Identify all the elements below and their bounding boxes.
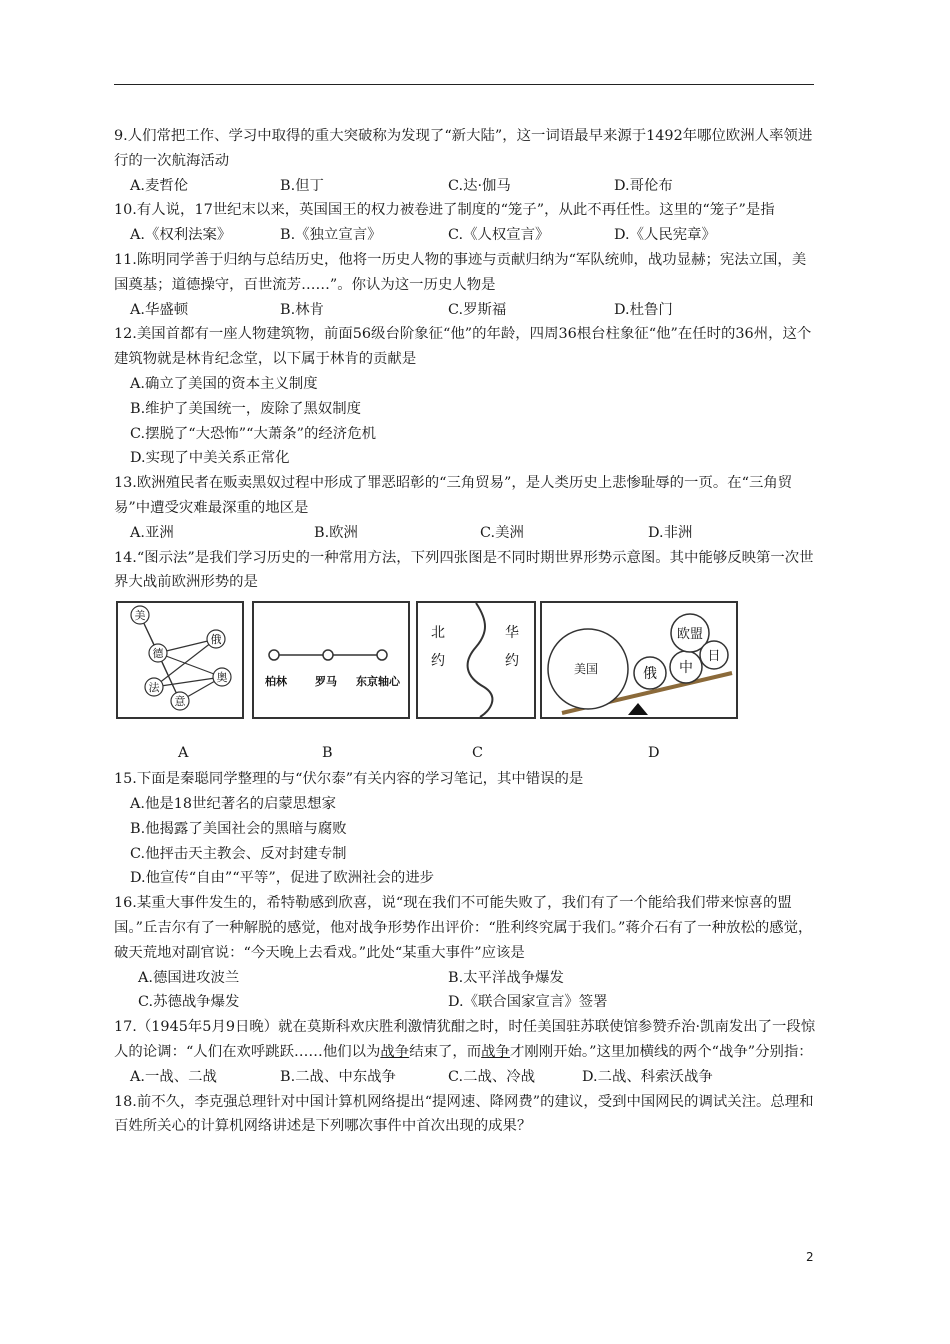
- question-stem: 14.“图示法”是我们学习历史的一种常用方法，下列四张图是不同时期世界形势示意图。其中能够反映第一次世界大战前欧洲形势的是: [114, 549, 814, 591]
- option-a[interactable]: A.麦哲伦: [130, 177, 189, 194]
- option-a[interactable]: A.他是18世纪著名的启蒙思想家: [130, 795, 336, 812]
- label-usa: 美国: [573, 662, 599, 677]
- option-c[interactable]: C.罗斯福: [448, 301, 507, 318]
- question-13: [114, 471, 818, 545]
- alliance-network-diagram: [118, 603, 242, 717]
- stem-part-3: 才刚刚开始。”这里加横线的两个“战争”分别指：: [509, 1043, 813, 1060]
- option-b[interactable]: B.但丁: [280, 177, 324, 194]
- question-stem: 16.某重大事件发生的，希特勒感到欣喜，说“现在我们不可能失败了，我们有了一个能给我们带来惊喜的盟国。”丘吉尔有了一种解脱的感觉，他对战争形势作出评价：“胜利终究属于我们。”蒋介石有了一种放松的感觉，破天荒地对副官说：“今天晚上去看戏。”此处“某重大事件”应该是: [114, 895, 813, 961]
- page-number: 2: [806, 1250, 814, 1264]
- question-stem: [114, 1015, 818, 1065]
- option-b[interactable]: B.《独立宣言》: [280, 227, 382, 244]
- node-france: 法: [148, 681, 160, 695]
- figure-label-d: D: [648, 745, 660, 762]
- option-b[interactable]: B.他揭露了美国社会的黑暗与腐败: [130, 820, 347, 837]
- option-c[interactable]: C.达·伽马: [448, 177, 511, 194]
- axis-line-diagram: [254, 603, 408, 717]
- options-row: [114, 990, 818, 1015]
- label-nato-1: 北: [431, 625, 445, 642]
- question-stem: 11.陈明同学善于归纳与总结历史，他将一历史人物的事迹与贡献归纳为“军队统帅，战功显赫；宪法立国，美国奠基；道德操守，百世流芳……”。你认为这一历史人物是: [114, 251, 807, 293]
- label-berlin: 柏林: [265, 675, 287, 689]
- options-row: [114, 174, 818, 199]
- option-a[interactable]: A.亚洲: [130, 524, 174, 541]
- options-row: [114, 223, 818, 248]
- question-16: [114, 891, 818, 1015]
- question-14: [114, 546, 818, 768]
- option-c[interactable]: C.二战、冷战: [448, 1068, 536, 1085]
- node-germany: 德: [152, 647, 164, 661]
- stem-part-2: 结束了，而: [409, 1043, 482, 1060]
- options-row: [114, 521, 818, 546]
- option-c[interactable]: C.美洲: [480, 524, 524, 541]
- label-nato-2: 约: [431, 653, 445, 670]
- option-d[interactable]: D.非洲: [648, 524, 693, 541]
- figure-c[interactable]: [416, 601, 536, 719]
- underlined-war-2: 战争: [481, 1043, 510, 1060]
- question-stem: 10.有人说，17世纪末以来，英国国王的权力被卷进了制度的“笼子”，从此不再任性。这里的“笼子”是指: [114, 202, 775, 219]
- option-a[interactable]: A.德国进攻波兰: [138, 969, 240, 986]
- option-a[interactable]: A.确立了美国的资本主义制度: [130, 375, 318, 392]
- node-russia: 俄: [210, 633, 222, 647]
- figure-b[interactable]: [252, 601, 410, 719]
- option-d[interactable]: D.二战、科索沃战争: [582, 1068, 713, 1085]
- header-rule: [114, 84, 814, 85]
- label-tokyo-axis: 东京轴心: [356, 675, 400, 689]
- question-stem: 13.欧洲殖民者在贩卖黑奴过程中形成了罪恶昭彰的“三角贸易”，是人类历史上悲惨耻辱的一页。在“三角贸易”中遭受灾难最深重的地区是: [114, 475, 793, 516]
- option-b[interactable]: B.林肯: [280, 301, 324, 318]
- figure-d[interactable]: [540, 601, 738, 719]
- label-china: 中: [679, 660, 693, 677]
- option-d[interactable]: D.杜鲁门: [614, 301, 673, 318]
- stem-part-1: 17.（1945年5月9日晚）就在莫斯科欢庆胜利激情犹酣之时，时任美国驻苏联使馆参赞乔治·凯南发出了一段惊人的论调：“人们在欢呼跳跃……他们以为: [114, 1019, 816, 1060]
- figure-labels: [114, 741, 818, 767]
- option-d[interactable]: D.实现了中美关系正常化: [130, 450, 290, 467]
- node-italy: 意: [174, 695, 186, 709]
- option-b[interactable]: B.太平洋战争爆发: [448, 969, 564, 986]
- option-a[interactable]: A.一战、二战: [130, 1068, 217, 1085]
- figure-label-a: A: [178, 745, 189, 762]
- nato-warsaw-diagram: [418, 603, 534, 717]
- label-russia: 俄: [643, 666, 657, 683]
- underlined-war-1: 战争: [380, 1043, 410, 1060]
- question-11: [114, 248, 818, 322]
- question-stem: 18.前不久，李克强总理针对中国计算机网络提出“提网速、降网费”的建议，受到中国网民的调试关注。总理和百姓所关心的计算机网络讲述是下列哪次事件中首次出现的成果？: [114, 1093, 814, 1135]
- question-9: [114, 124, 818, 198]
- options-row: [114, 966, 818, 991]
- question-stem: 12.美国首都有一座人物建筑物，前面56级台阶象征“他”的年龄，四周36根台柱象征“他”在任时的36州，这个建筑物就是林肯纪念堂，以下属于林肯的贡献是: [114, 326, 812, 368]
- option-d[interactable]: D.他宣传“自由”“平等”，促进了欧洲社会的进步: [130, 870, 435, 887]
- label-rome: 罗马: [315, 675, 337, 689]
- option-d[interactable]: D.《联合国家宣言》签署: [448, 994, 608, 1011]
- balance-diagram: [542, 603, 736, 717]
- option-a[interactable]: A.华盛顿: [130, 301, 189, 318]
- question-15: [114, 767, 818, 891]
- options-row: [114, 1065, 818, 1090]
- question-list: [114, 124, 818, 1139]
- option-d[interactable]: D.《人民宪章》: [614, 227, 716, 244]
- figure-row: [114, 599, 818, 727]
- option-b[interactable]: B.欧洲: [314, 524, 358, 541]
- node-usa: 美: [134, 609, 146, 623]
- figure-a[interactable]: [116, 601, 244, 719]
- option-c[interactable]: C.《人权宣言》: [448, 227, 550, 244]
- question-12: [114, 322, 818, 471]
- question-stem: 15.下面是秦聪同学整理的与“伏尔泰”有关内容的学习笔记，其中错误的是: [114, 771, 584, 788]
- question-10: [114, 198, 818, 248]
- option-b[interactable]: B.二战、中东战争: [280, 1068, 396, 1085]
- figure-label-b: B: [322, 745, 333, 762]
- question-17: [114, 1015, 818, 1089]
- figure-label-c: C: [472, 745, 484, 762]
- option-c[interactable]: C.他抨击天主教会、反对封建专制: [130, 845, 347, 862]
- question-stem: 9.人们常把工作、学习中取得的重大突破称为发现了“新大陆”，这一词语最早来源于1492年哪位欧洲人率领进行的一次航海活动: [114, 128, 813, 169]
- option-c[interactable]: C.摆脱了“大恐怖”“大萧条”的经济危机: [130, 425, 376, 442]
- node-austria: 奥: [216, 671, 228, 685]
- question-18: [114, 1090, 818, 1140]
- option-a[interactable]: A.《权利法案》: [130, 227, 232, 244]
- options-row: [114, 298, 818, 323]
- option-b[interactable]: B.维护了美国统一，废除了黑奴制度: [130, 400, 362, 417]
- option-d[interactable]: D.哥伦布: [614, 177, 673, 194]
- label-japan: 日: [707, 649, 721, 665]
- label-warsaw-2: 约: [505, 653, 519, 670]
- label-warsaw-1: 华: [505, 625, 519, 642]
- label-eu: 欧盟: [676, 627, 704, 643]
- option-c[interactable]: C.苏德战争爆发: [138, 994, 240, 1011]
